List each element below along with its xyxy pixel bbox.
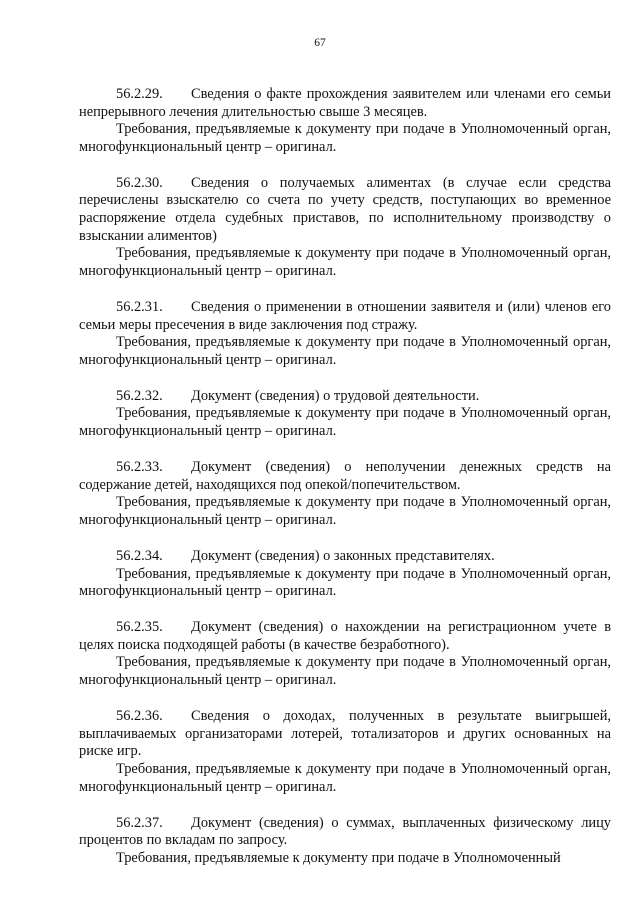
list-item [79,175,611,281]
item-number: 56.2.36. [116,708,163,725]
item-number: 56.2.34. [116,547,163,564]
item-text: Сведения о получаемых алиментах (в случае если средства перечислены взыскателю со счета по учету средств, поступающих во временное распоряжение отдела судебных приставов, по исполнительному производству о взыскании алиментов) [79,174,611,244]
list-item [79,299,611,369]
item-number: 56.2.32. [116,387,163,404]
item-number: 56.2.30. [116,174,163,191]
item-text: Документ (сведения) о законных представителях. [191,547,495,564]
requirement-text: Требования, предъявляемые к документу при подаче в Уполномоченный орган, многофункциональный центр – оригинал. [79,405,611,439]
requirement-text: Требования, предъявляемые к документу при подаче в Уполномоченный орган, многофункциональный центр – оригинал. [79,760,611,795]
requirement-text: Требования, предъявляемые к документу при подаче в Уполномоченный орган, многофункциональный центр – оригинал. [79,121,611,155]
list-item [79,548,611,601]
item-paragraph [79,459,611,494]
item-paragraph [79,175,611,245]
list-item [79,619,611,689]
list-item [79,86,611,156]
requirement-text: Требования, предъявляемые к документу при подаче в Уполномоченный орган, многофункциональный центр – оригинал. [79,494,611,528]
requirement-text: Требования, предъявляемые к документу при подаче в Уполномоченный орган, многофункциональный центр – оригинал. [79,654,611,689]
item-paragraph [79,815,611,850]
item-paragraph [79,619,611,654]
item-paragraph [79,299,611,334]
item-paragraph [79,548,611,566]
item-number: 56.2.33. [116,459,163,476]
item-text: Сведения о факте прохождения заявителем или членами его семьи непрерывного лечения длительностью свыше 3 месяцев. [79,86,611,120]
list-item [79,708,611,796]
list-item [79,815,611,868]
list-item [79,388,611,441]
item-text: Документ (сведения) о неполучении денежных средств на содержание детей, находящихся под опекой/попечительством. [79,459,611,493]
item-text: Сведения о доходах, полученных в результате выигрышей, выплачиваемых организаторами лотерей, тотализаторов и других основанных на риске игр. [79,708,611,760]
item-paragraph [79,86,611,121]
item-text: Документ (сведения) о нахождении на регистрационном учете в целях поиска подходящей работы (в качестве безработного). [79,619,611,653]
requirement-text: Требования, предъявляемые к документу при подаче в Уполномоченный орган, многофункциональный центр – оригинал. [79,245,611,279]
requirement-text: Требования, предъявляемые к документу при подаче в Уполномоченный орган, многофункциональный центр – оригинал. [79,334,611,368]
item-text: Документ (сведения) о суммах, выплаченных физическому лицу процентов по вкладам по запросу. [79,814,611,849]
list-item [79,459,611,529]
requirement-text: Требования, предъявляемые к документу при подаче в Уполномоченный орган, многофункциональный центр – оригинал. [79,565,611,600]
item-number: 56.2.37. [116,814,163,831]
item-paragraph [79,388,611,406]
document-body [79,86,611,886]
trailing-requirement-text: Требования, предъявляемые к документу при подаче в Уполномоченный [116,849,561,866]
item-number: 56.2.31. [116,298,163,315]
item-text: Документ (сведения) о трудовой деятельности. [191,387,480,404]
item-number: 56.2.29. [116,86,163,102]
item-text: Сведения о применении в отношении заявителя и (или) членов его семьи меры пресечения в виде заключения под стражу. [79,298,611,333]
page-number: 67 [314,37,326,49]
item-number: 56.2.35. [116,619,163,636]
item-paragraph [79,708,611,761]
